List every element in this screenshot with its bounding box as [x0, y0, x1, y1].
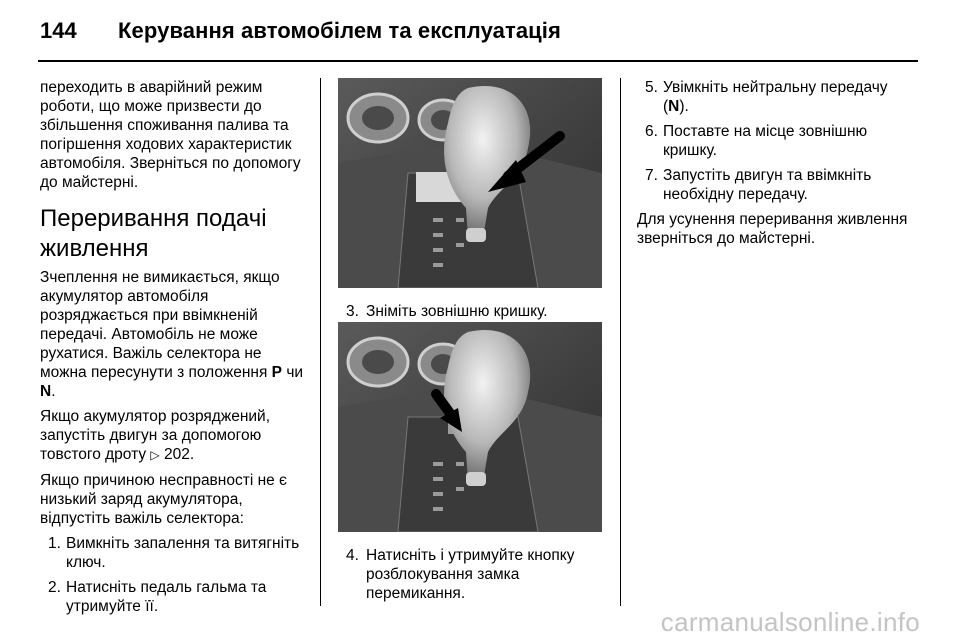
page-reference-link[interactable]: 202 — [163, 446, 190, 463]
step-number: 4. — [346, 547, 359, 564]
selector-lever-photo-button — [338, 322, 602, 532]
paragraph-jumpstart-text: Якщо акумулятор розряджений, запустіть двигун за допомогою товстого дроту — [40, 408, 271, 463]
steps-list-left — [40, 534, 308, 616]
gear-n-label: N — [668, 98, 680, 115]
step-number: 1. — [48, 535, 61, 552]
paragraph-clutch-or: чи — [286, 364, 304, 381]
paragraph-continuation: переходить в аварійний режим роботи, що може призвести до збільшення споживання палива та погіршення ходових характеристик автомобіля. Зверніться по допомогу до майстерні. — [40, 79, 301, 191]
paragraph-closing: Для усунення переривання живлення зверніться до майстерні. — [637, 211, 908, 247]
list-item — [637, 78, 912, 116]
list-item — [40, 578, 308, 616]
step-text: Увімкніть нейтральну передачу ( — [663, 79, 888, 115]
step-text: Запустіть двигун та ввімкніть необхідну передачу. — [663, 167, 872, 203]
step-text-end: ). — [679, 98, 689, 115]
list-item — [637, 122, 912, 160]
list-item — [40, 534, 308, 572]
step-text: Натисніть і утримуйте кнопку розблокування замка перемикання. — [366, 547, 575, 602]
step-text: Вимкніть запалення та витягніть ключ. — [66, 535, 300, 571]
page-number: 144 — [40, 18, 77, 43]
paragraph-clutch — [40, 268, 308, 401]
left-column — [40, 78, 308, 622]
steps-list-right — [637, 78, 912, 204]
right-column — [637, 78, 912, 254]
step-text: Натисніть педаль гальма та утримуйте її. — [66, 579, 267, 615]
header-rule — [38, 60, 918, 62]
step-number: 5. — [645, 79, 658, 96]
page-header — [0, 0, 960, 62]
paragraph-fault: Якщо причиною несправності не є низький заряд акумулятора, відпустіть важіль селектора: — [40, 472, 287, 527]
paragraph-clutch-text: Зчеплення не вимикається, якщо акумулятор автомобіля розряджається при ввімкненій передачі. Автомобіль не може рухатися. Важіль селектора не можна пересунути з положення — [40, 269, 280, 381]
gear-p-label: P — [271, 364, 282, 381]
caption-step-3 — [346, 302, 616, 321]
step-number: 7. — [645, 167, 658, 184]
step-text: Поставте на місце зовнішню кришку. — [663, 123, 868, 159]
selector-lever-photo-cover — [338, 78, 602, 288]
paragraph-clutch-end: . — [51, 383, 56, 400]
page-reference-icon: ▷ — [150, 448, 160, 462]
column-divider-left — [320, 78, 321, 606]
step-number: 3. — [346, 303, 359, 320]
step-number: 6. — [645, 123, 658, 140]
gear-n-label: N — [40, 383, 52, 400]
paragraph-jumpstart — [40, 407, 308, 465]
step-text: Зніміть зовнішню кришку. — [366, 303, 548, 320]
caption-step-4 — [346, 546, 616, 603]
paragraph-jumpstart-end: . — [189, 446, 195, 463]
page-title: Керування автомобілем та експлуатація — [118, 18, 561, 43]
list-item — [637, 166, 912, 204]
column-divider-right — [620, 78, 621, 606]
section-heading: Переривання подачі живлення — [40, 205, 267, 262]
watermark: carmanualsonline.info — [660, 607, 920, 637]
step-number: 2. — [48, 579, 61, 596]
